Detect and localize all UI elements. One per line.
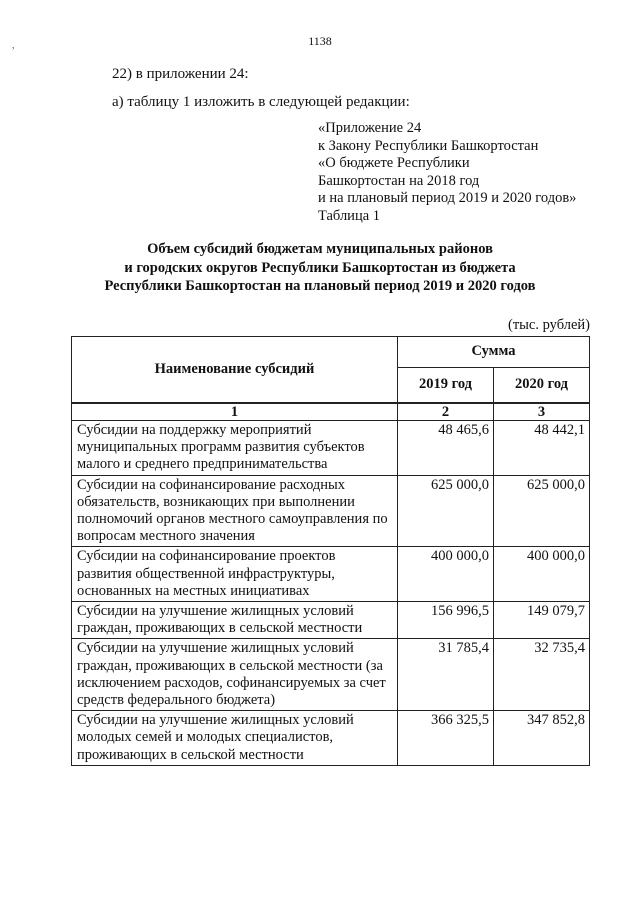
units-label: (тыс. рублей) — [508, 317, 590, 333]
page-number: 1138 — [308, 34, 332, 48]
column-index: 3 — [494, 403, 590, 421]
table-row — [72, 639, 590, 711]
column-index-row — [72, 403, 590, 421]
header-sum: Сумма — [398, 337, 590, 368]
value-2019-cell: 48 465,6 — [398, 421, 494, 476]
intro-item: 22) в приложении 24: — [112, 66, 249, 82]
table-row — [72, 602, 590, 639]
header-year-2020: 2020 год — [494, 368, 590, 404]
table-row — [72, 475, 590, 547]
value-2020-cell: 625 000,0 — [494, 475, 590, 547]
intro-instruction: а) таблицу 1 изложить в следующей редакции: — [112, 94, 410, 110]
subsidy-name-cell: Субсидии на улучшение жилищных условий граждан, проживающих в сельской местности — [72, 602, 398, 639]
column-index: 2 — [398, 403, 494, 421]
value-2019-cell: 366 325,5 — [398, 711, 494, 766]
appendix-line: «Приложение 24 — [318, 120, 422, 136]
value-2020-cell: 48 442,1 — [494, 421, 590, 476]
appendix-line: Таблица 1 — [318, 207, 381, 224]
appendix-line: к Закону Республики Башкортостан — [318, 137, 539, 154]
subsidy-name-cell: Субсидии на улучшение жилищных условий молодых семей и молодых специалистов, проживающих в сельской местности — [72, 711, 398, 766]
subsidy-name-cell: Субсидии на софинансирование расходных обязательств, возникающих при выполнении полномочий органов местного самоуправления по вопросам местного значения — [72, 475, 398, 547]
appendix-header — [318, 120, 576, 226]
header-year-2019: 2019 год — [398, 368, 494, 404]
subsidy-table — [71, 336, 590, 766]
table-row — [72, 711, 590, 766]
margin-mark: , — [12, 40, 15, 51]
subsidy-name-cell: Субсидии на улучшение жилищных условий граждан, проживающих в сельской местности (за исключением расходов, софинансируемых за счет средств федерального бюджета) — [72, 639, 398, 711]
appendix-line: «О бюджете Республики — [318, 155, 470, 172]
value-2019-cell: 400 000,0 — [398, 547, 494, 602]
value-2019-cell: 156 996,5 — [398, 602, 494, 639]
value-2019-cell: 31 785,4 — [398, 639, 494, 711]
column-index: 1 — [72, 403, 398, 421]
value-2020-cell: 32 735,4 — [494, 639, 590, 711]
subsidy-name-cell: Субсидии на софинансирование проектов развития общественной инфраструктуры, основанных на местных инициативах — [72, 547, 398, 602]
header-subsidy-name: Наименование субсидий — [72, 337, 398, 404]
value-2019-cell: 625 000,0 — [398, 475, 494, 547]
table-title — [40, 240, 600, 296]
value-2020-cell: 400 000,0 — [494, 547, 590, 602]
appendix-line: Башкортостан на 2018 год — [318, 172, 480, 189]
value-2020-cell: 149 079,7 — [494, 602, 590, 639]
subsidy-name-cell: Субсидии на поддержку мероприятий муниципальных программ развития субъектов малого и среднего предпринимательства — [72, 421, 398, 476]
appendix-line: и на плановый период 2019 и 2020 годов» — [318, 190, 577, 207]
table-title-line: Объем субсидий бюджетам муниципальных районов — [147, 241, 493, 257]
table-row — [72, 421, 590, 476]
value-2020-cell: 347 852,8 — [494, 711, 590, 766]
table-row — [72, 547, 590, 602]
table-title-line: и городских округов Республики Башкортостан из бюджета — [124, 259, 516, 276]
table-title-line: Республики Башкортостан на плановый период 2019 и 2020 годов — [104, 278, 536, 294]
